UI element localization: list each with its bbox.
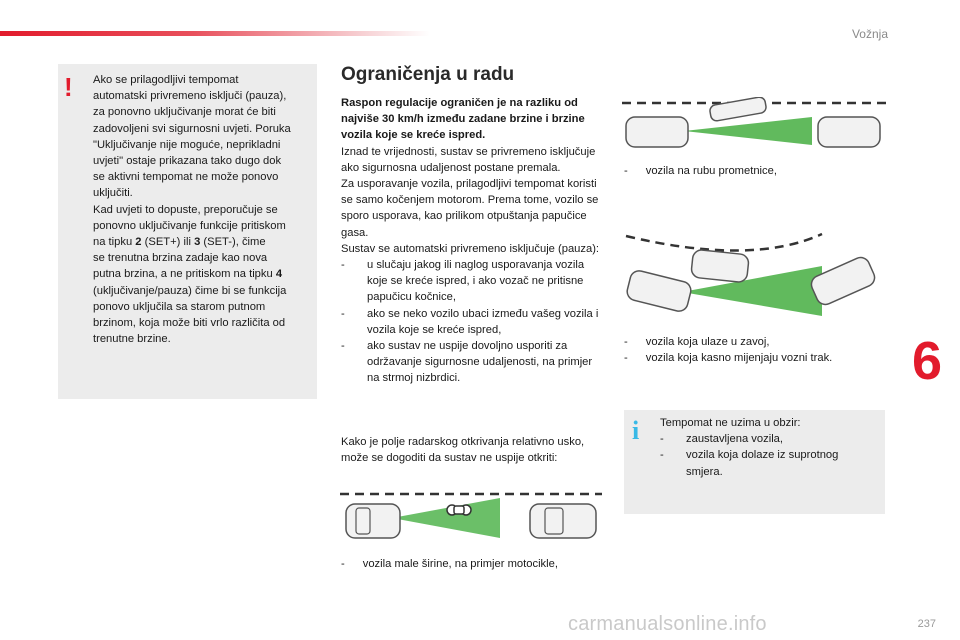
paragraph-3: Sustav se automatski privremeno isključuje (pauza): [341,242,600,255]
warning-line: se trenutna brzina zadaje kao nova [93,252,268,265]
roadside-illustration [622,97,886,153]
bend-illustration [622,226,886,322]
warning-line: automatski privremeno isključi (pauza), [93,90,287,103]
case-motorcycle: - vozila male širine, na primjer motocikle, [341,558,558,570]
info-text [660,415,870,480]
warning-line: (uključivanje/pauza) čime bi se funkcija [93,284,287,297]
key-2: 2 [135,236,142,249]
key-4: 4 [275,268,283,281]
info-title: Tempomat ne uzima u obzir: [660,417,801,429]
header-accent-bar [0,31,430,36]
warning-line: Kad uvjeti to dopuste, preporučuje se [93,203,278,216]
intro-paragraph: Raspon regulacije ograničen je na razliku od najviše 30 km/h između zadane brzine i brzine vozila koje se kreće ispred. [341,97,585,142]
warning-line: putna brzina, a ne pritiskom na tipku 4 [93,268,283,281]
warning-line: zadovoljeni svi sigurnosni uvjeti. Poruka [93,122,291,135]
key-3: 3 [194,236,201,249]
info-icon: i [632,416,640,445]
motorcycle-illustration [340,488,602,544]
warning-text [93,72,313,347]
warning-exclamation-icon: ! [64,72,73,102]
page-number: 237 [917,618,936,630]
case-bend: - vozila koja ulaze u zavoj, [624,336,770,348]
warning-line: uključiti. [93,187,133,200]
list-item: - ako sustav ne uspije dovoljno usporiti za održavanje sigurnosne udaljenosti, na primjer na strmoj nizbrdici. [341,340,593,385]
chapter-number: 6 [911,331,942,391]
main-text [341,95,603,387]
info-item: - vozila koja dolaze iz suprotnog smjera. [660,449,839,478]
section-title: Vožnja [851,27,888,41]
paragraph-2: Za usporavanje vozila, prilagodljivi tempomat koristi se samo kočenjem motorom. Prema tome, vozilo se sporo usporava, kao prilikom otpuštanja papučice gasa. [341,178,599,239]
warning-line: Ako se prilagodljivi tempomat [93,74,239,86]
watermark: carmanualsonline.info [568,613,767,635]
warning-line: trenutne brzine. [93,333,171,346]
case-lane-change: - vozila koja kasno mijenjaju vozni trak. [624,352,833,364]
paragraph-1: Iznad te vrijednosti, sustav se privremeno isključuje ako sigurnosna udaljenost postane premala. [341,145,596,174]
radar-paragraph: Kako je polje radarskog otkrivanja relativno usko, može se dogoditi da sustav ne uspije otkriti: [341,436,585,465]
warning-line: uvjeti" ostaje prikazana tako dugo dok [93,155,282,168]
case-roadside: - vozila na rubu prometnice, [624,165,777,177]
list-item: - u slučaju jakog ili naglog usporavanja vozila koje se kreće ispred, i ako vozač ne pritisne papučicu kočnice, [341,259,585,304]
warning-line: brzinom, koja može biti vrlo različita od [93,317,286,330]
info-item: - zaustavljena vozila, [660,433,784,446]
page-title: Ograničenja u radu [341,64,515,85]
warning-line: za ponovno uključivanje morat će biti [93,106,276,119]
warning-line: ponovo uključila sa starom putnom [93,300,266,313]
list-item: - ako se neko vozilo ubaci između vašeg vozila i vozila koje se kreće ispred, [341,307,599,336]
warning-line: se aktivni tempomat ne može ponovo [93,171,279,184]
warning-line: na tipku 2 (SET+) ili 3 (SET-), čime [93,236,266,249]
warning-line: ponovno uključivanje funkcije pritiskom [93,219,286,232]
warning-line: "Uključivanje nije moguće, neprikladni [93,138,281,151]
